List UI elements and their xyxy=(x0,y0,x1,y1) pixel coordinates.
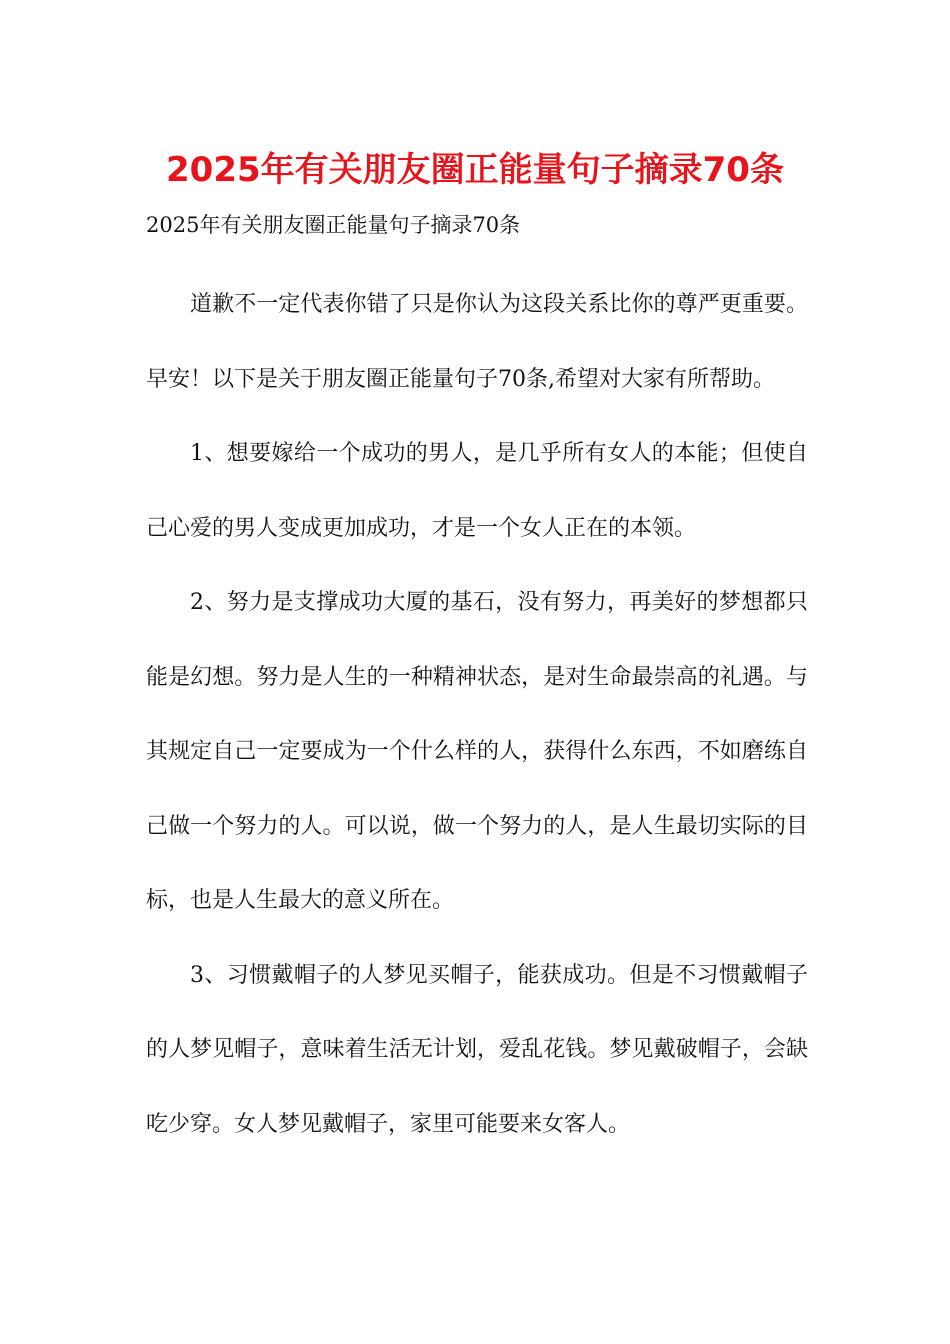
paragraph-intro: 道歉不一定代表你错了只是你认为这段关系比你的尊严更重要。早安！以下是关于朋友圈正能量句子70条,希望对大家有所帮助。 xyxy=(146,292,808,392)
document-subtitle: 2025年有关朋友圈正能量句子摘录70条 xyxy=(146,213,521,237)
document-body xyxy=(146,268,808,1162)
document-title: 2025年有关朋友圈正能量句子摘录70条 xyxy=(166,150,784,190)
paragraph-3: 3、习惯戴帽子的人梦见买帽子，能获成功。但是不习惯戴帽子的人梦见帽子，意味着生活无计划，爱乱花钱。梦见戴破帽子，会缺吃少穿。女人梦见戴帽子，家里可能要来女客人。 xyxy=(146,962,808,1137)
paragraph-2: 2、努力是支撑成功大厦的基石，没有努力，再美好的梦想都只能是幻想。努力是人生的一种精神状态，是对生命最崇高的礼遇。与其规定自己一定要成为一个什么样的人，获得什么东西，不如磨练自己做一个努力的人。可以说，做一个努力的人，是人生最切实际的目标，也是人生最大的意义所在。 xyxy=(146,590,808,913)
paragraph-1: 1、想要嫁给一个成功的男人，是几乎所有女人的本能；但使自己心爱的男人变成更加成功，才是一个女人正在的本领。 xyxy=(146,441,808,541)
